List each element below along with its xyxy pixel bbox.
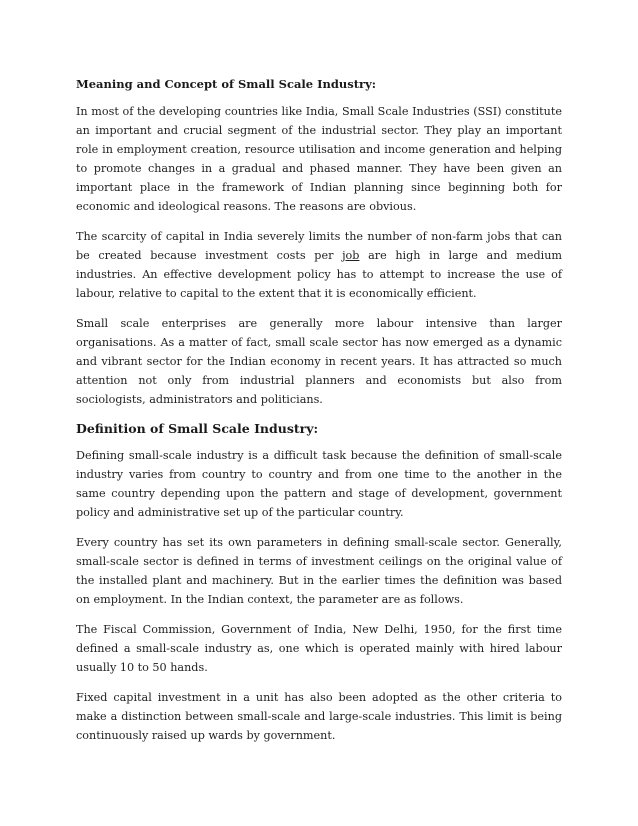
paragraph-fiscal-commission: The Fiscal Commission, Government of India, New Delhi, 1950, for the first time defined a small-scale industry as, one which is operated mainly with hired labour usually 10 to 50 hands.: [76, 623, 562, 674]
paragraph-capital-scarcity: [76, 227, 562, 303]
paragraph-fixed-capital: Fixed capital investment in a unit has also been adopted as the other criteria to make a distinction between small-scale and large-scale industries. This limit is being continuously raised up wards by government.: [76, 691, 562, 742]
heading-definition: Definition of Small Scale Industry:: [76, 421, 319, 436]
paragraph-ssi-intro: In most of the developing countries like India, Small Scale Industries (SSI) constitute an important and crucial segment of the industrial sector. They play an important role in employment creation, resource utilisation and income generation and helping to promote changes in a gradual and phased manner. They have been given an important place in the framework of Indian planning since beginning both for economic and ideological reasons. The reasons are obvious.: [76, 105, 562, 213]
paragraph-labour-intensive: Small scale enterprises are generally more labour intensive than larger organisations. As a matter of fact, small scale sector has now emerged as a dynamic and vibrant sector for the Indian economy in recent years. It has attracted so much attention not only from industrial planners and economists but also from sociologists, administrators and politicians.: [76, 317, 562, 406]
paragraph-text: The scarcity of capital in India severely limits the number of non-farm jobs that can be created because investment costs per: [76, 230, 562, 262]
document-page: [76, 76, 562, 756]
job-link[interactable]: job: [342, 249, 360, 262]
heading-meaning-concept: Meaning and Concept of Small Scale Industry:: [76, 77, 376, 91]
paragraph-country-parameters: Every country has set its own parameters in defining small-scale sector. Generally, small-scale sector is defined in terms of investment ceilings on the original value of the installed plant and machinery. But in the earlier times the definition was based on employment. In the Indian context, the parameter are as follows.: [76, 536, 562, 606]
paragraph-defining-difficulty: Defining small-scale industry is a difficult task because the definition of small-scale industry varies from country to country and from one time to the another in the same country depending upon the pattern and stage of development, government policy and administrative set up of the particular country.: [76, 449, 562, 519]
paragraph-text: are high in large and medium industries. An effective development policy has to attempt to increase the use of labour, relative to capital to the extent that it is economically efficient.: [76, 249, 563, 300]
